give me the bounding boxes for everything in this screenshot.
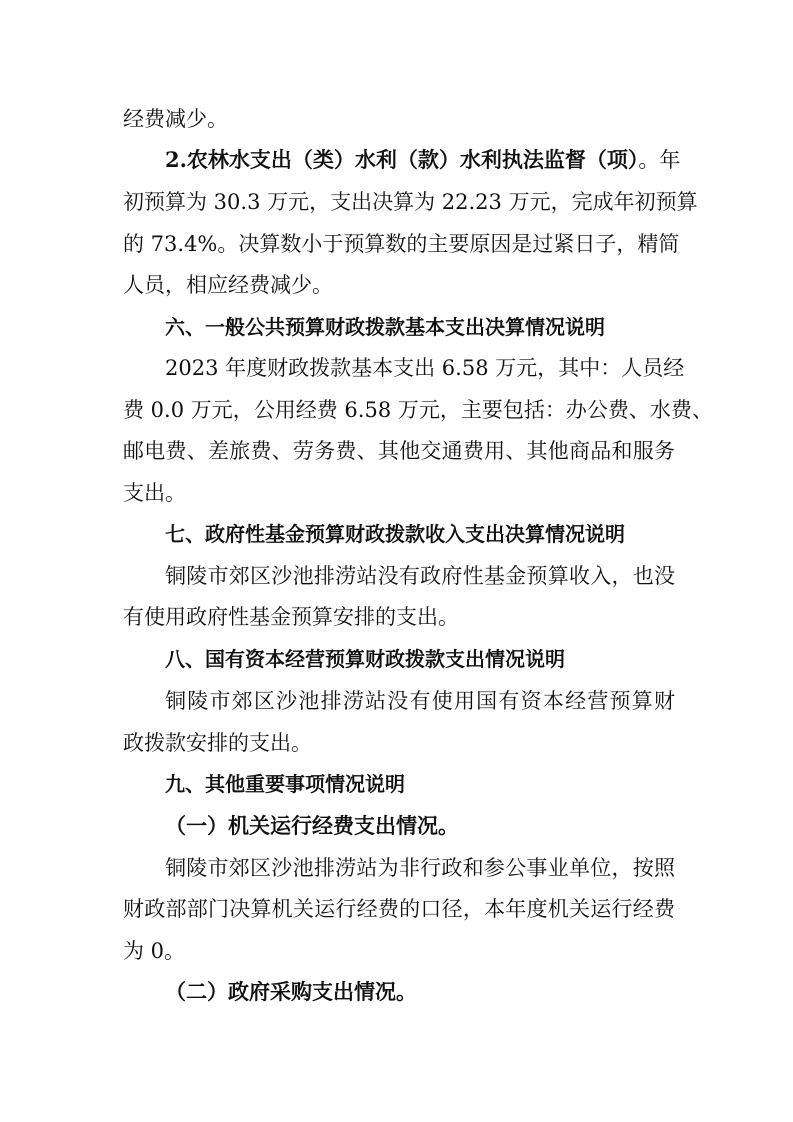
section-heading: 七、政府性基金预算财政拨款收入支出决算情况说明 <box>165 522 625 546</box>
section-heading: 九、其他重要事项情况说明 <box>165 772 405 796</box>
subsection-heading: （一）机关运行经费支出情况。 <box>165 813 459 838</box>
paragraph-line: 2023 年度财政拨款基本支出 6.58 万元，其中：人员经 <box>165 356 685 380</box>
paragraph-line: 有使用政府性基金预算安排的支出。 <box>123 605 459 629</box>
paragraph-line: 政拨款安排的支出。 <box>123 731 312 755</box>
paragraph-line: 铜陵市郊区沙池排涝站没有使用国有资本经营预算财 <box>165 689 675 713</box>
subsection-heading: 2.农林水支出（类）水利（款）水利执法监督（项） <box>165 147 639 172</box>
paragraph-line: 费 0.0 万元，公用经费 6.58 万元，主要包括：办公费、水费、 <box>123 398 713 422</box>
paragraph-text: 。年 <box>638 148 681 172</box>
paragraph-line: 财政部部门决算机关运行经费的口径，本年度机关运行经费 <box>123 897 675 921</box>
section-heading: 六、一般公共预算财政拨款基本支出决算情况说明 <box>165 315 605 339</box>
paragraph-line: 人员，相应经费减少。 <box>123 273 333 297</box>
paragraph-line: 铜陵市郊区沙池排涝站没有政府性基金预算收入，也没 <box>165 564 675 588</box>
paragraph-line: 经费减少。 <box>123 107 228 131</box>
paragraph-line: 初预算为 30.3 万元，支出决算为 22.23 万元，完成年初预算 <box>123 190 698 214</box>
paragraph-line: 支出。 <box>123 481 186 505</box>
paragraph-line: 的 73.4%。决算数小于预算数的主要原因是过紧日子，精简 <box>123 232 680 256</box>
subsection-heading-line <box>165 147 681 172</box>
paragraph-line: 铜陵市郊区沙池排涝站为非行政和参公事业单位，按照 <box>165 856 675 880</box>
section-heading: 八、国有资本经营预算财政拨款支出情况说明 <box>165 647 565 671</box>
paragraph-line: 邮电费、差旅费、劳务费、其他交通费用、其他商品和服务 <box>123 439 675 463</box>
subsection-heading: （二）政府采购支出情况。 <box>165 979 417 1004</box>
paragraph-line: 为 0。 <box>123 939 186 963</box>
